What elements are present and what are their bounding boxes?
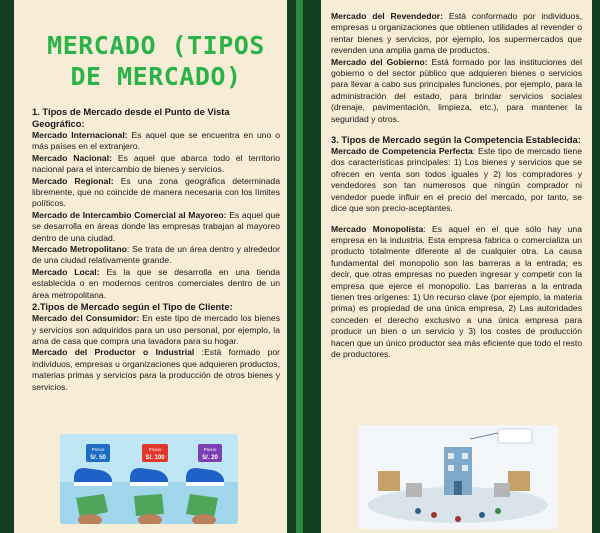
term: Mercado Local: bbox=[32, 266, 100, 277]
paragraph-mercado-revendedor: Mercado del Revendedor: Está conformado por individuos, empresas u organizaciones que obtienen utilidades al revender o rentar bienes y servicios, por ejemplo, los supermercados que revenden una amplia gama de productos. bbox=[331, 11, 583, 56]
svg-text:S/. 20: S/. 20 bbox=[202, 455, 218, 461]
left-border bbox=[0, 0, 14, 533]
svg-text:Precio: Precio bbox=[148, 447, 162, 452]
svg-text:S/. 50: S/. 50 bbox=[90, 455, 106, 461]
term: Mercado del Gobierno: bbox=[331, 56, 428, 67]
term: Mercado Monopolista bbox=[331, 223, 424, 234]
paragraph-mercado-productor: Mercado del Productor o Industrial :Está formado por individuos, empresas u organizaciones que adquieren productos, materias primas y servicios para la producción de otros bienes y servicios. bbox=[32, 347, 280, 392]
paragraph-mercado-metropolitano: Mercado Metropolitano: Se trata de un área dentro y alrededor de una ciudad relativamente grande. bbox=[32, 244, 280, 266]
shoe-icon bbox=[74, 468, 224, 486]
svg-text:Precio: Precio bbox=[91, 447, 105, 452]
paragraph-mercado-regional: Mercado Regional: Es una zona geográfica determinada libremente, que no coincide de manera necesaria con los límites políticos. bbox=[32, 175, 280, 209]
price-tag-icon bbox=[86, 444, 222, 462]
section2-heading: 2.Tipos de Mercado según el Tipo de Cliente: bbox=[32, 301, 233, 313]
page-title: MERCADO (TIPOS DE MERCADO) bbox=[47, 31, 265, 91]
right-border bbox=[592, 0, 600, 533]
money-hands-icon bbox=[76, 494, 218, 524]
shoes-money-icon bbox=[60, 434, 238, 524]
shoes-money-illustration bbox=[60, 434, 238, 524]
section3-heading: 3. Tipos de Mercado según la Competencia Establecida: bbox=[331, 134, 581, 146]
term: Mercado Regional: bbox=[32, 175, 114, 186]
paragraph-mercado-gobierno: Mercado del Gobierno: Está formado por las instituciones del gobierno o del sector público que adquieren bienes o servicios para llevar a cabo sus principales funciones, por ejemplo, para la administración del estado, para brindar servicios sociales (drenaje, pavimentación, limpieza, etc.), para mantener la seguridad y otros. bbox=[331, 56, 582, 124]
paragraph-mercado-monopolista: Mercado Monopolista: Es aquel en el que sólo hay una empresa en la industria. Esta empresa fabrica o comercializa un producto totalmente diferente al de cualquier otra. La causa fundamental del monopolio son las barreras a la entrada; es decir, que otras empresas no pueden ingresar y competir con la empresa que ejerce el monopolio. Las barreras a la entrada tienen tres orígenes: 1) Un recurso clave (por ejemplo, la materia prima) es propiedad de una única empresa, 2) Las autoridades conceden el derecho exclusivo a una única empresa para producir un bien o un servicio y 3) los costes de producción hacen que un único productor sea más eficiente que todo el resto de productores. bbox=[331, 223, 582, 359]
paragraph-mercado-internacional: Mercado Internacional: Es aquel que se encuentra en uno o más países en el extranjero. bbox=[32, 130, 280, 152]
building-icon bbox=[444, 447, 472, 495]
term: Mercado de Competencia Perfecta bbox=[331, 146, 473, 157]
monopoly-icon bbox=[358, 425, 558, 529]
term: Mercado del Revendedor: bbox=[331, 11, 443, 21]
paragraph-mercado-consumidor: Mercado del Consumidor: En este tipo de mercado los bienes y servicios son adquiridos para un uso personal, por ejemplo, la ama de casa que compra una lavadora para su hogar. bbox=[32, 313, 280, 346]
term: Mercado Internacional: bbox=[32, 130, 128, 140]
center-divider bbox=[287, 0, 321, 533]
section1-heading: 1. Tipos de Mercado desde el Punto de Vista Geográfico: bbox=[32, 106, 230, 129]
term: Mercado del Productor o Industrial bbox=[32, 347, 195, 358]
svg-text:S/. 100: S/. 100 bbox=[145, 455, 165, 461]
center-divider-accent bbox=[296, 0, 303, 533]
svg-text:Precio: Precio bbox=[203, 447, 217, 452]
paragraph-mercado-local: Mercado Local: Es la que se desarrolla en una tienda establecida o en modernos centros comerciales dentro de un área metropolitana. bbox=[32, 266, 280, 300]
paragraph-competencia-perfecta: Mercado de Competencia Perfecta: Este tipo de mercado tiene dos características principales: 1) Los bienes y servicios que se ofrecen en venta son todos iguales y 2) los compradores y vendedores son tan numerosos que ningún comprador ni vendedor puede influir en el precio del mercado, por tanto, se dice que son precio-aceptantes. bbox=[331, 146, 582, 214]
term: Mercado de Intercambio Comercial al Mayoreo: bbox=[32, 209, 227, 220]
term: Mercado Metropolitano bbox=[32, 244, 127, 255]
paragraph-mercado-mayoreo: Mercado de Intercambio Comercial al Mayoreo: Es aquel que se desarrolla en áreas donde las empresas trabajan al mayoreo dentro de una ciudad. bbox=[32, 209, 280, 243]
term: Mercado del Consumidor: bbox=[32, 313, 140, 324]
paragraph-mercado-nacional: Mercado Nacional: Es aquel que abarca todo el territorio nacional para el intercambio de bienes y servicios. bbox=[32, 152, 280, 175]
monopoly-illustration bbox=[358, 425, 558, 529]
term: Mercado Nacional: bbox=[32, 152, 112, 163]
